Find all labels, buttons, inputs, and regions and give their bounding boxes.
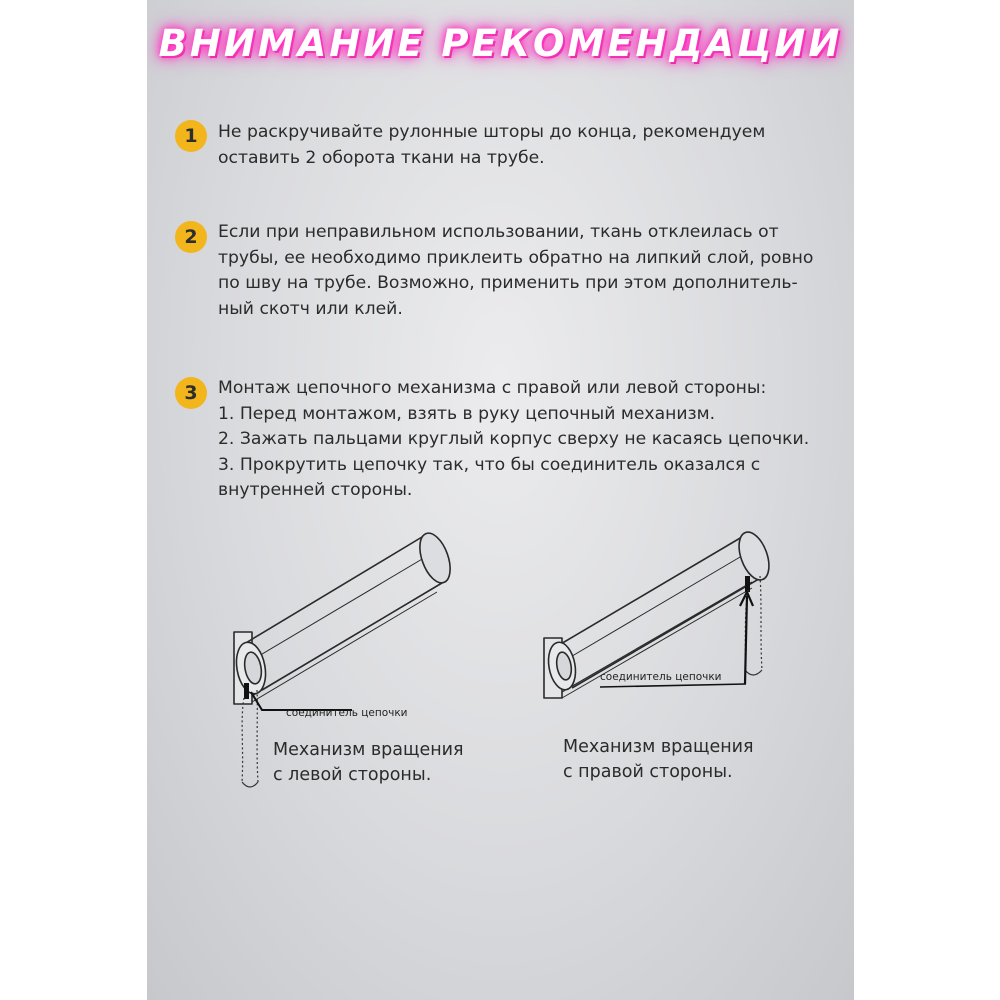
step-1-line: оставить 2 оборота ткани на трубе. (218, 147, 545, 168)
step-3-line: внутренней стороны. (218, 480, 413, 500)
step-3-text (218, 376, 818, 504)
left-caption (273, 738, 464, 788)
step-1-text (218, 120, 818, 171)
right-caption-line: Механизм вращения (563, 737, 754, 757)
step-2-line: по шву на трубе. Возможно, применить при этом дополнитель- (218, 273, 798, 293)
step-2-text (218, 220, 818, 322)
step-1-line: Не раскручивайте рулонные шторы до конца, рекомендуем (218, 122, 766, 142)
right-caption (563, 735, 754, 785)
tube-top-edge (244, 534, 427, 644)
step-badge-1: 1 (175, 120, 207, 152)
step-2-line: Если при неправильном использовании, ткань отклеилась от (218, 222, 779, 242)
right-end-cap (733, 528, 775, 584)
connector-label: соединитель цепочки (600, 671, 722, 683)
step-3-line: 2. Зажать пальцами круглый корпус сверху не касаясь цепочки. (218, 429, 810, 449)
step-3-line: 1. Перед монтажом, взять в руку цепочный механизм. (218, 403, 716, 424)
page-title: ВНИМАНИЕ РЕКОМЕНДАЦИИ (158, 22, 843, 65)
tube-top-edge (554, 534, 747, 648)
step-2-line: трубы, ее необходимо приклеить обратно на липкий слой, ровно (218, 247, 814, 268)
left-caption-line: с левой стороны. (273, 765, 432, 785)
right-caption-line: с правой стороны. (563, 762, 733, 782)
step-3-line: Монтаж цепочного механизма с правой или левой стороны: (218, 378, 767, 398)
step-2-line: ный скотч или клей. (218, 298, 403, 319)
connector-pointer (745, 596, 747, 684)
right-mechanism-diagram (532, 520, 792, 720)
step-badge-2: 2 (175, 221, 207, 253)
left-caption-line: Механизм вращения (273, 740, 464, 760)
step-3-line: 3. Прокрутить цепочку так, что бы соединитель оказался с (218, 454, 761, 475)
chain-connector (745, 576, 750, 592)
step-badge-3: 3 (175, 377, 207, 409)
connector-label: соединитель цепочки (286, 707, 408, 719)
instruction-page (147, 0, 854, 1000)
chain-connector (244, 683, 249, 699)
